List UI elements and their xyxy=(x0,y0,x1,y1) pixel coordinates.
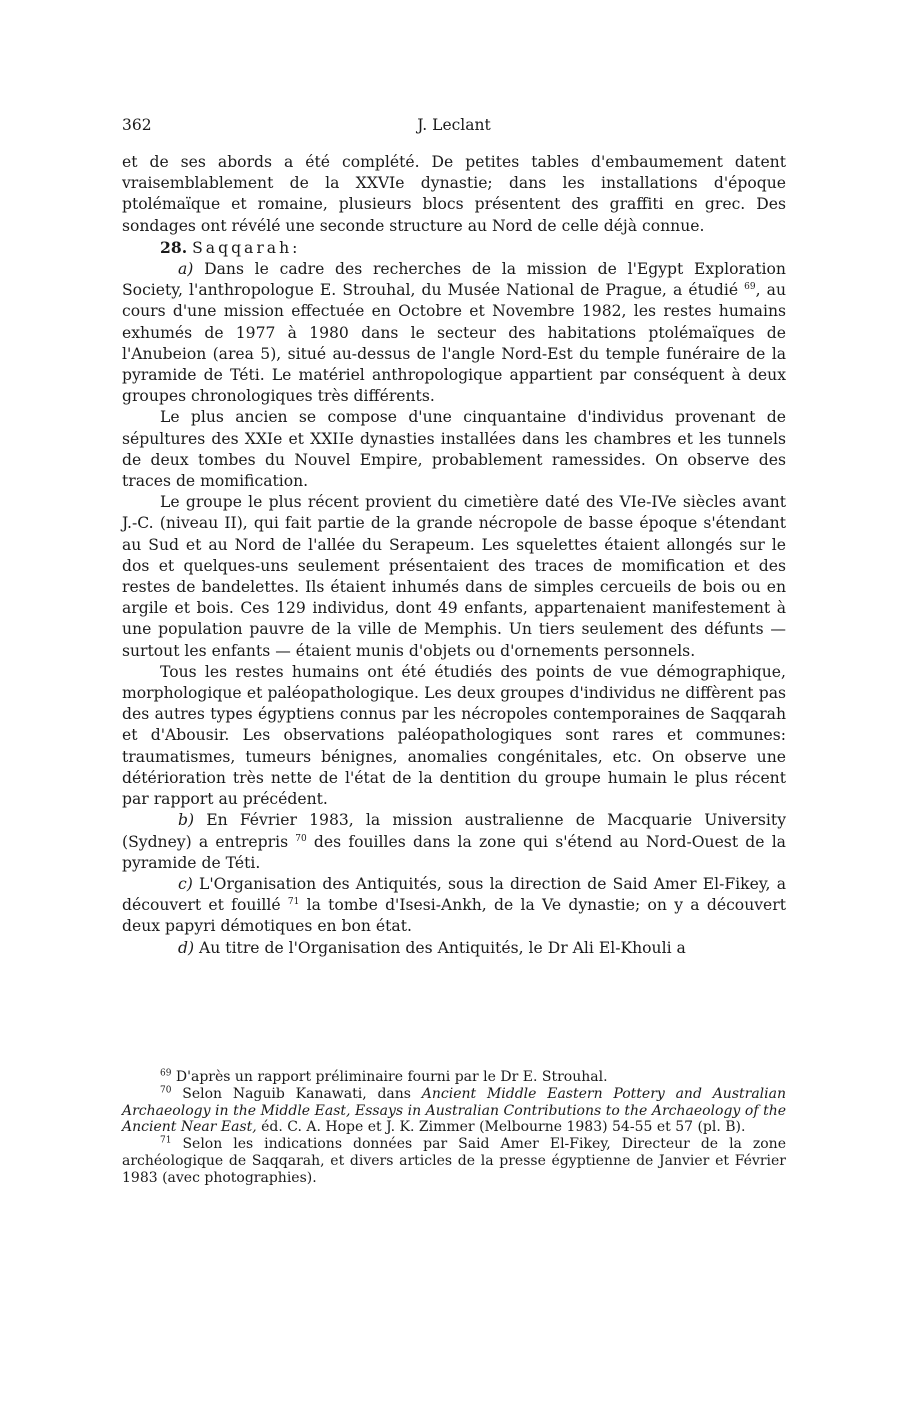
section-title: Saqqarah: xyxy=(192,238,301,257)
footnote-70-post: éd. C. A. Hope et J. K. Zimmer (Melbourne 1983) 54-55 et 57 (pl. B). xyxy=(256,1119,746,1136)
paragraph-d-text: Au titre de l'Organisation des Antiquités, le Dr Ali El-Khouli a xyxy=(199,938,686,957)
item-label-a: a) xyxy=(178,260,194,279)
footnotes xyxy=(122,1069,786,1187)
footnote-71-text: Selon les indications données par Said Amer El-Fikey, Directeur de la zone archéologique de Saqqarah, et divers articles de la presse égyptienne de Janvier et Février 1983 (avec photographies). xyxy=(122,1136,786,1186)
footnote-number-69: 69 xyxy=(160,1068,172,1079)
running-head-author: J. Leclant xyxy=(417,116,491,134)
paragraph-a xyxy=(122,259,786,407)
footnote-69-text: D'après un rapport préliminaire fourni par le Dr E. Strouhal. xyxy=(175,1069,608,1085)
page-number: 362 xyxy=(122,116,152,134)
paragraph-continuation: et de ses abords a été complété. De petites tables d'embaumement datent vraisemblablement de la XXVIe dynastie; dans les installations d'époque ptolémaïque et romaine, plusieurs blocs présentent des graffiti en grec. Des sondages ont révélé une seconde structure au Nord de celle déjà connue. xyxy=(122,153,786,235)
footnote-69 xyxy=(122,1069,786,1086)
body-text xyxy=(122,152,786,959)
footnote-70-pre: Selon Naguib Kanawati, dans xyxy=(182,1085,422,1102)
running-head xyxy=(122,116,786,138)
footnote-number-71: 71 xyxy=(160,1135,172,1146)
paragraph-c-text-2: la tombe d'Isesi-Ankh, de la Ve dynastie; on y a découvert deux papyri démotiques en bon état. xyxy=(122,896,787,936)
paragraph-a-text-1: Dans le cadre des recherches de la mission de l'Egypt Exploration Society, l'anthropologue E. Strouhal, du Musée National de Prague, a étudié xyxy=(122,260,786,300)
section-heading xyxy=(122,237,786,259)
footnote-ref-70: 70 xyxy=(295,833,307,844)
paragraph-study: Tous les restes humains ont été étudiés des points de vue démographique, morphologique et paléopathologique. Les deux groupes d'individus ne diffèrent pas des autres types égyptiens connus par les nécropoles contemporaines de Saqqarah et d'Abousir. Les observations paléopathologiques sont rares et communes: traumatismes, tumeurs bénignes, anomalies congénitales, etc. On observe une détérioration très nette de l'état de la dentition du groupe humain le plus récent par rapport au précédent. xyxy=(122,662,786,809)
paragraph-c xyxy=(122,874,786,938)
paragraph-a-text-2: , au cours d'une mission effectuée en Octobre et Novembre 1982, les restes humains exhumés de 1977 à 1980 dans le secteur des habitations ptolémaïques de l'Anubeion (area 5), situé au-dessus de l'angle Nord-Est du temple funéraire de la pyramide de Téti. Le matériel anthropologique appartient par conséquent à deux groupes chronologiques très différents. xyxy=(122,281,786,406)
footnote-number-70: 70 xyxy=(160,1085,172,1096)
paragraph-recent-group: Le groupe le plus récent provient du cimetière daté des VIe-IVe siècles avant J.-C. (niveau II), qui fait partie de la grande nécropole de basse époque s'étendant au Sud et au Nord de l'allée du Serapeum. Les squelettes étaient allongés sur le dos et quelques-uns seulement présentaient des traces de momification et des restes de bandelettes. Ils étaient inhumés dans de simples cercueils de bois ou en argile et bois. Ces 129 individus, dont 49 enfants, appartenaient manifestement à une population pauvre de la ville de Memphis. Un tiers seulement des défunts — surtout les enfants — étaient munis d'objets ou d'ornements personnels. xyxy=(122,493,786,660)
footnote-ref-69: 69 xyxy=(744,282,756,293)
item-label-b: b) xyxy=(178,811,195,830)
footnote-ref-71: 71 xyxy=(287,896,300,907)
paragraph-d xyxy=(122,938,786,959)
section-number: 28. xyxy=(160,237,188,257)
item-label-c: c) xyxy=(178,874,193,893)
paragraph-b-text-2: des fouilles dans la zone qui s'étend au Nord-Ouest de la pyramide de Téti. xyxy=(122,832,786,872)
paragraph-b xyxy=(122,810,786,874)
footnote-70-title: Ancient Middle Eastern Pottery and Australian Archaeology in the Middle East, Essays in Australian Contributions to the Archaeology of the Ancient Near East, xyxy=(122,1085,786,1136)
paragraph-old-group: Le plus ancien se compose d'une cinquantaine d'individus provenant de sépultures des XXIe et XXIIe dynasties installées dans les chambres et les tunnels de deux tombes du Nouvel Empire, probablement ramessides. On observe des traces de momification. xyxy=(122,408,786,491)
footnote-71 xyxy=(122,1136,786,1186)
footnote-70 xyxy=(122,1086,786,1136)
item-label-d: d) xyxy=(178,938,195,957)
paragraph-c-text-1: L'Organisation des Antiquités, sous la direction de Said Amer El-Fikey, a découvert et fouillé xyxy=(122,874,786,915)
paragraph-b-text-1: En Février 1983, la mission australienne de Macquarie University (Sydney) a entrepris xyxy=(122,811,787,851)
